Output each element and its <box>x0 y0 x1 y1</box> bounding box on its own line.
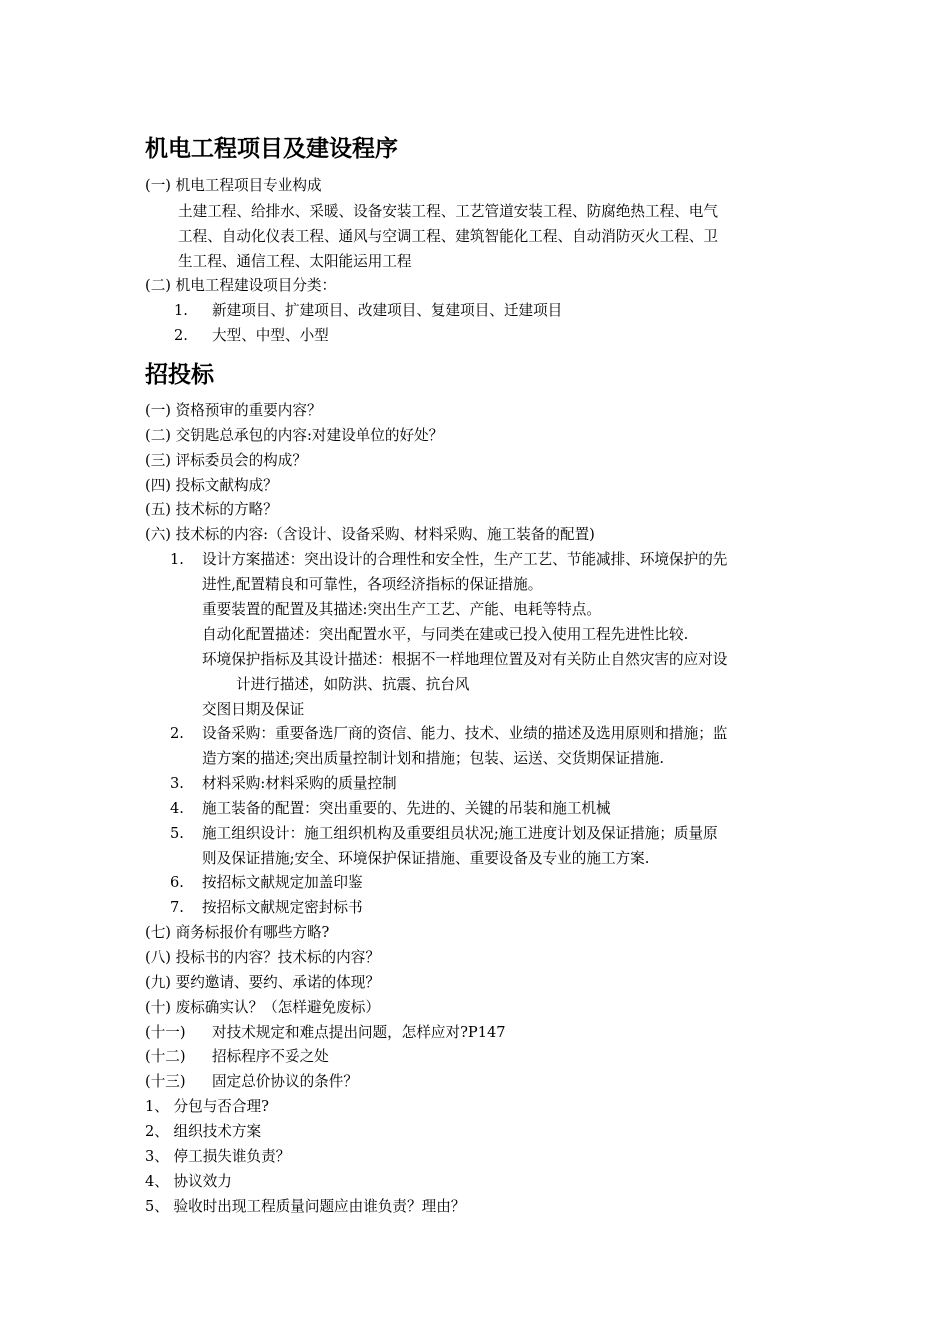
question-line: 对技术规定和难点提出问题，怎样应对?P147 <box>212 1024 506 1041</box>
sub-item: 1、 分包与否合理? <box>145 1098 269 1115</box>
list-item-line: 重要装置的配置及其描述:突出生产工艺、产能、电耗等特点。 <box>202 601 601 618</box>
question-line: (十) 废标确实认？（怎样避免废标） <box>145 999 380 1016</box>
list-item-line: 设备采购：重要备选厂商的资信、能力、技术、业绩的描述及选用原则和措施；监 <box>202 725 728 742</box>
list-item: 大型、中型、小型 <box>212 327 329 344</box>
sub-item: 3、 停工损失谁负责？ <box>145 1148 291 1165</box>
list-number: 5. <box>170 825 184 842</box>
question-line: (五) 技术标的方略？ <box>145 501 278 518</box>
question-line: 固定总价协议的条件？ <box>212 1073 358 1090</box>
question-line: (二) 交钥匙总承包的内容:对建设单位的好处？ <box>145 427 444 444</box>
list-number: 1. <box>170 551 184 568</box>
list-item-line: 环境保护指标及其设计描述：根据不一样地理位置及对有关防止自然灾害的应对设 <box>202 651 728 668</box>
list-item-line: 材料采购:材料采购的质量控制 <box>202 775 397 792</box>
question-line: 招标程序不妥之处 <box>212 1048 329 1065</box>
question-line: (八) 投标书的内容？技术标的内容？ <box>145 949 380 966</box>
list-number: 2. <box>170 725 184 742</box>
question-line: (四) 投标文献构成？ <box>145 477 278 494</box>
list-item-line: 施工组织设计：施工组织机构及重要组员状况;施工进度计划及保证措施；质量原 <box>202 825 718 842</box>
paragraph-line: 工程、自动化仪表工程、通风与空调工程、建筑智能化工程、自动消防灭火工程、卫 <box>178 228 718 245</box>
question-number: (十一) <box>145 1024 186 1041</box>
question-line: (三) 评标委员会的构成？ <box>145 452 307 469</box>
sub-item: 4、 协议效力 <box>145 1173 232 1190</box>
list-item-line: 按招标文献规定密封标书 <box>202 899 363 916</box>
list-item-line: 则及保证措施;安全、环境保护保证措施、重要设备及专业的施工方案. <box>202 850 650 867</box>
list-number: 2. <box>174 327 188 344</box>
list-item-line: 设计方案描述：突出设计的合理性和安全性，生产工艺、节能减排、环境保护的先 <box>202 551 728 568</box>
sub-item: 2、 组织技术方案 <box>145 1123 262 1140</box>
list-number: 6. <box>170 874 184 891</box>
list-number: 1. <box>174 302 188 319</box>
item-label-2: (二) 机电工程建设项目分类： <box>145 277 337 294</box>
heading-section-1: 机电工程项目及建设程序 <box>145 136 398 162</box>
list-item-line: 自动化配置描述：突出配置水平，与同类在建或已投入使用工程先进性比较. <box>202 626 689 643</box>
question-line: (六) 技术标的内容:（含设计、设备采购、材料采购、施工装备的配置) <box>145 526 595 543</box>
list-number: 7. <box>170 899 184 916</box>
item-label-1: (一) 机电工程项目专业构成 <box>145 177 322 194</box>
list-item-line: 按招标文献规定加盖印鉴 <box>202 874 363 891</box>
list-item-line: 造方案的描述;突出质量控制计划和措施；包装、运送、交货期保证措施. <box>202 750 664 767</box>
question-line: (一) 资格预审的重要内容？ <box>145 402 322 419</box>
list-item-line: 计进行描述，如防洪、抗震、抗台风 <box>236 676 470 693</box>
question-number: (十三) <box>145 1073 186 1090</box>
question-number: (十二) <box>145 1048 186 1065</box>
list-item: 新建项目、扩建项目、改建项目、复建项目、迁建项目 <box>212 302 563 319</box>
paragraph-line: 生工程、通信工程、太阳能运用工程 <box>178 253 412 270</box>
heading-section-2: 招投标 <box>145 362 214 388</box>
list-item-line: 进性,配置精良和可靠性，各项经济指标的保证措施。 <box>202 576 543 593</box>
question-line: (七) 商务标报价有哪些方略? <box>145 924 330 941</box>
list-item-line: 交图日期及保证 <box>202 701 305 718</box>
list-number: 3. <box>170 775 184 792</box>
list-item-line: 施工装备的配置：突出重要的、先进的、关键的吊装和施工机械 <box>202 800 611 817</box>
sub-item: 5、 验收时出现工程质量问题应由谁负责？理由？ <box>145 1198 466 1215</box>
paragraph-line: 土建工程、给排水、采暖、设备安装工程、工艺管道安装工程、防腐绝热工程、电气 <box>178 203 718 220</box>
list-number: 4. <box>170 800 184 817</box>
question-line: (九) 要约邀请、要约、承诺的体现？ <box>145 974 380 991</box>
